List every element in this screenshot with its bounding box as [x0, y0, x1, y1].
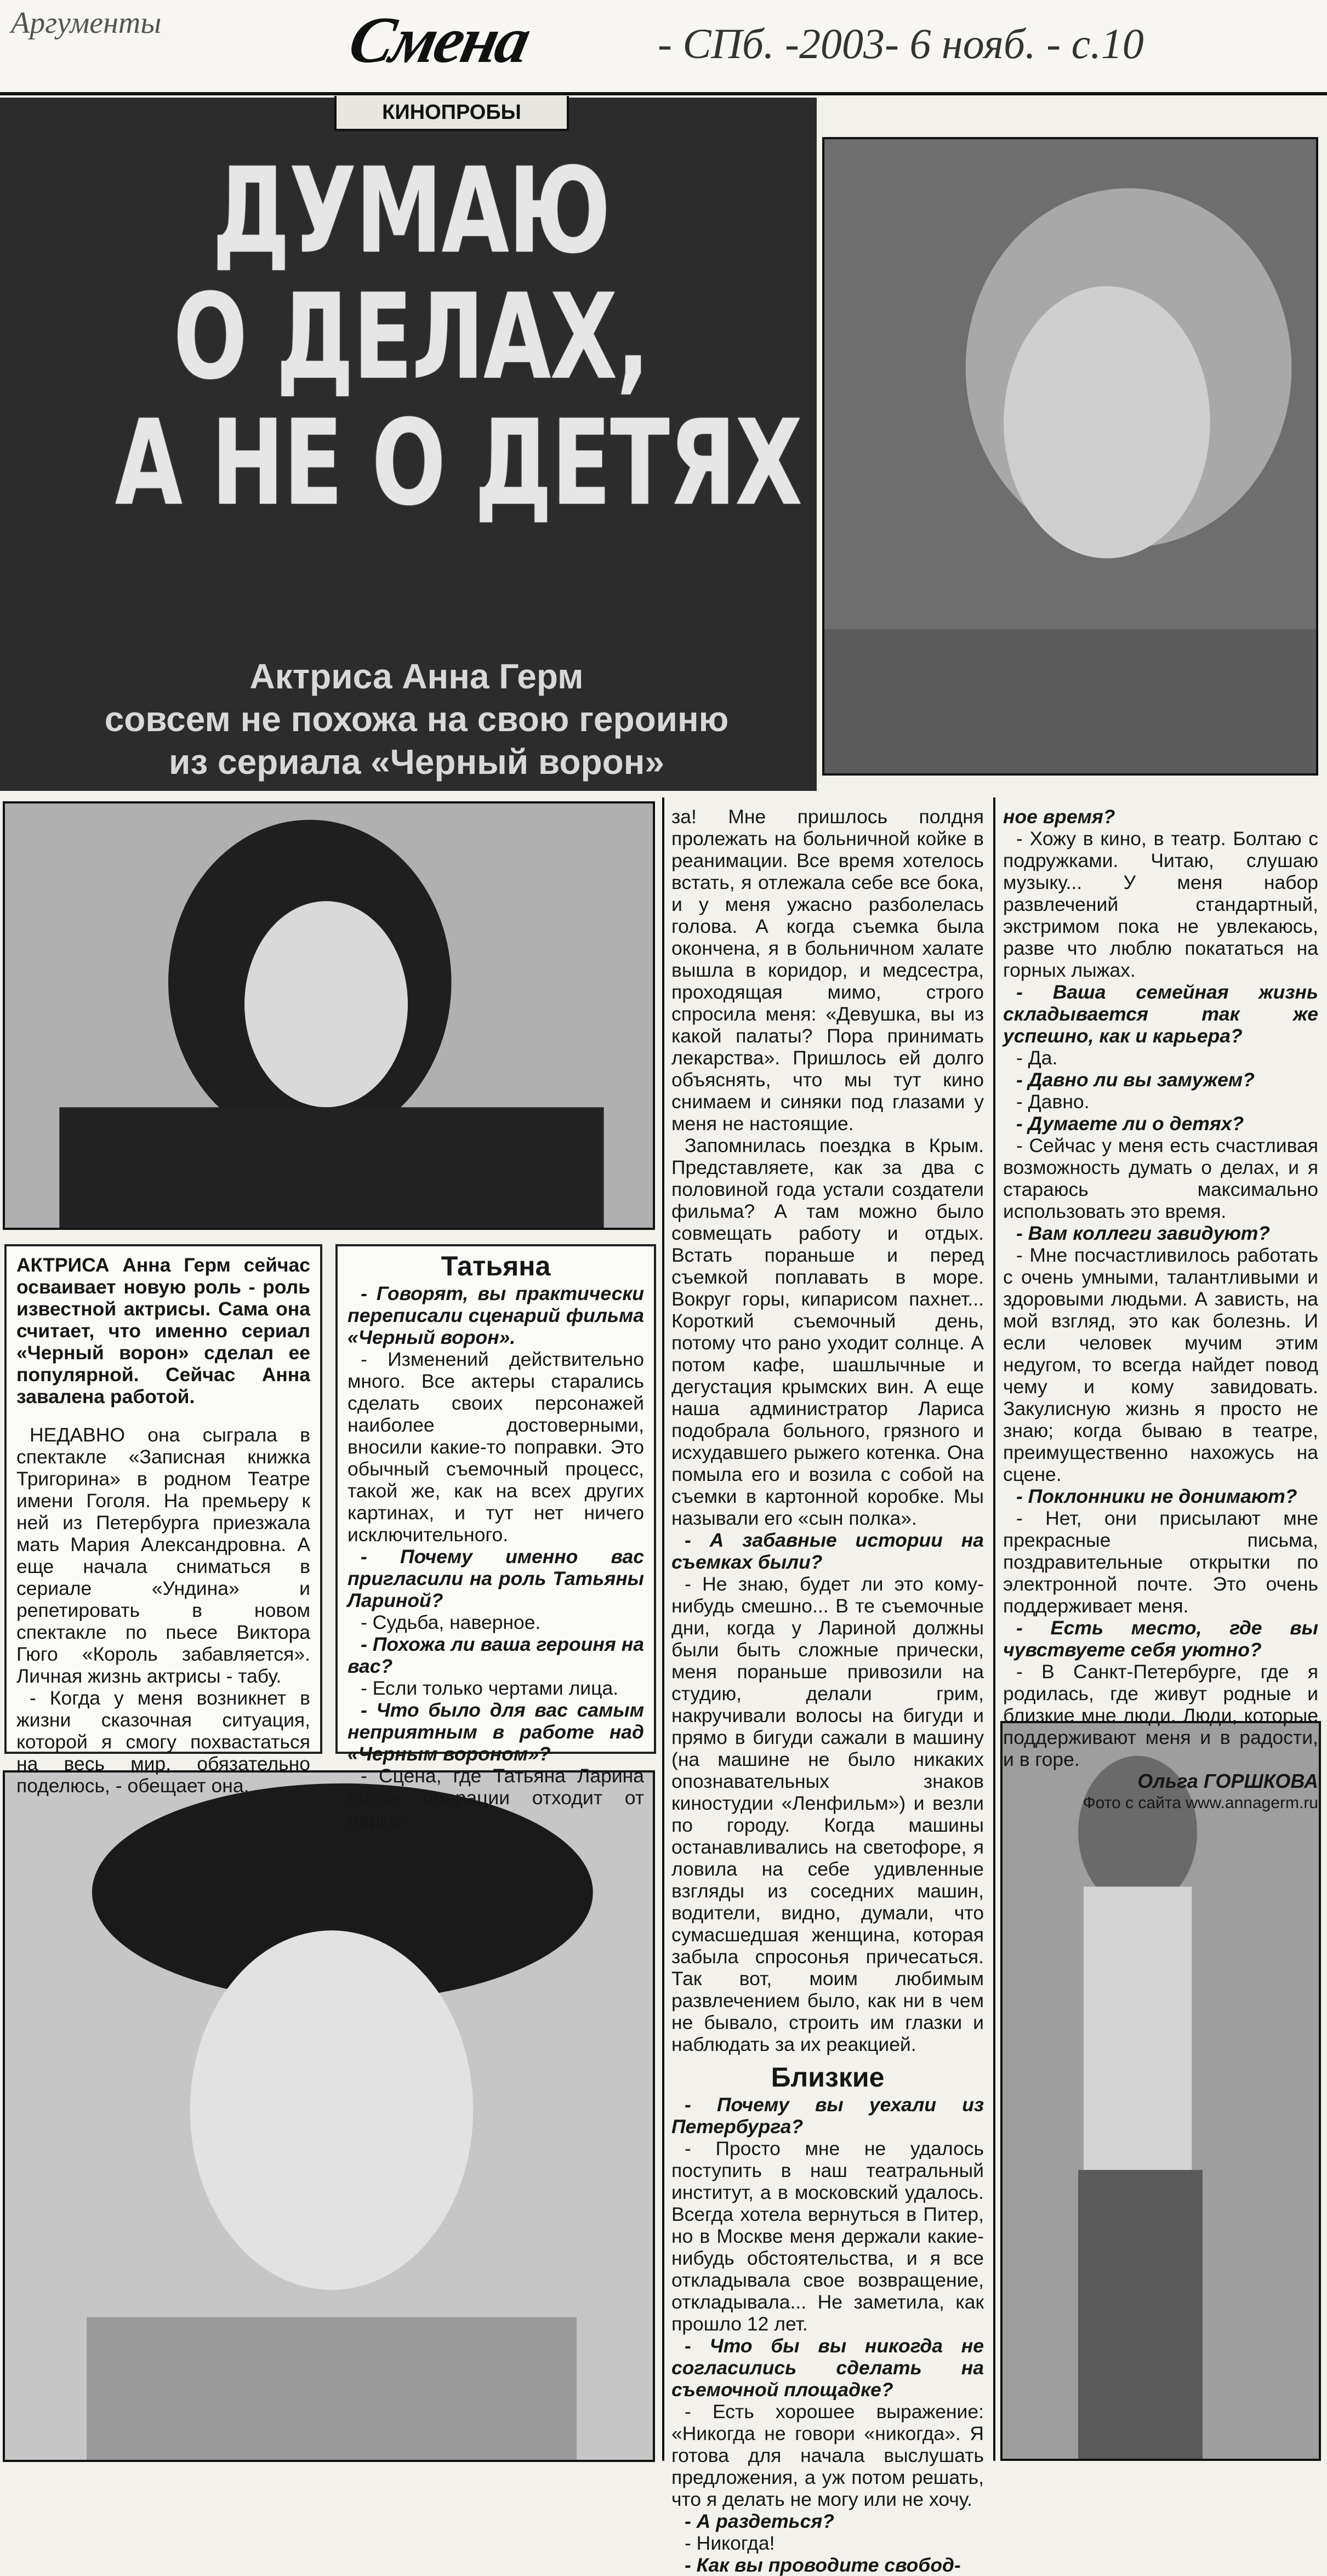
question: - Ваша семейная жизнь складывается так же успешно, как и карьера? — [1003, 981, 1318, 1047]
question: - Думаете ли о детях? — [1016, 1113, 1244, 1135]
paragraph: за! Мне пришлось полдня пролежать на больничной койке в реанимации. Все время хотелось встать, я отлежала себе все бока, и у меня ужасно разболелась голова. А когда съемка была окончена, я в больничном халате вышла в коридор, и медсестра, проходящая мимо, строго спросила меня: «Девушка, вы из какой палаты? Пора принимать лекарства». Пришлось ей долго объяснять, что мы тут кино снимаем и синяки под глазами у меня не настоящие. — [671, 806, 984, 1135]
paragraph: Запомнилась поездка в Крым. Представляете, как за два с половиной года устали создатели фильма? А там можно было совмещать работу и отдых. Встать пораньше и перед съемкой поплавать в море. Вокруг горы, кипарисом пахнет... Короткий съемочный день, потому что рано уходит солнце. А потом кафе, шашлычные и дегустация крымских вин. А еще наша администратор Лариса подобрала больного, грязного и исхудавшего рыжего котенка. Она помыла его и возила с собой на съемки в картонной коробке. Мы называли его «сын полка». — [671, 1135, 984, 1529]
answer: - Нет, они присылают мне прекрасные письма, поздравительные открытки по электронной почте. Это очень поддерживает меня. — [1003, 1507, 1318, 1617]
newspaper-logo: Смена — [343, 3, 536, 76]
question: - Поклонники не донимают? — [1016, 1485, 1297, 1507]
headline-line-3: А НЕ О ДЕТЯХ — [115, 394, 802, 532]
portrait-photo-bottom-right — [1000, 1721, 1321, 2461]
question: - Вам коллеги завидуют? — [1016, 1222, 1270, 1244]
answer: - В Санкт-Петербурге, где я родилась, где живут родные и близкие мне люди. Люди, которые поддерживают меня и в радости, и в горе. — [1003, 1661, 1318, 1770]
headline — [115, 142, 802, 532]
answer: - Просто мне не удалось поступить в наш театральный институт, а в московский удалось. Всегда хотела вернуться в Питер, но в Москве меня держали какие-нибудь обстоятельства, и я все откладывала свое возвращение, откладывала... Не заметила, как прошло 12 лет. — [671, 2138, 984, 2335]
answer: - Хожу в кино, в театр. Болтаю с подружками. Читаю, слушаю музыку... У меня набор развлечений стандартный, экстримом пока не увлекаюсь, разве что люблю покататься на горных лыжах. — [1003, 828, 1318, 981]
author-byline: Ольга ГОРШКОВА — [1137, 1770, 1318, 1792]
question: - А забавные истории на съемках были? — [671, 1529, 984, 1573]
answer: - Да. — [1016, 1047, 1058, 1069]
answer: - Сейчас у меня есть счастливая возможность думать о делах, и я стараюсь максимально использовать это время. — [1003, 1135, 1318, 1222]
answer: - Если только чертами лица. — [361, 1677, 619, 1699]
interview-column-3 — [671, 806, 984, 2576]
intro-lead: АКТРИСА Анна Герм сейчас осваивает новую роль - роль известной актрисы. Сама она считает, что именно сериал «Черный ворон» сделал ее популярной. Сейчас Анна завалена работой. — [16, 1254, 310, 1407]
section-title-close-ones: Близкие — [771, 2062, 885, 2093]
portrait-photo-top-right — [822, 137, 1318, 776]
answer: - Изменений действительно много. Все актеры старались сделать своих персонажей наиболее достоверными, вносили какие-то поправки. Это обычный съемочный процесс, такой же, как на всех других картинах, и тут нет ничего исключительного. — [348, 1348, 644, 1546]
lead-line-2: совсем не похожа на свою героиню — [104, 699, 729, 739]
column-rule — [993, 797, 995, 2461]
answer: - Мне посчастливилось работать с очень умными, талантливыми и здоровыми людьми. А зависть, на мой взгляд, это как болезнь. И если человек мучим этим недугом, то всегда найдет повод чему и кому завидовать. Закулисную жизнь я просто не знаю; когда бываю в театре, преимущественно нахожусь на сцене. — [1003, 1244, 1318, 1485]
intro-column — [4, 1244, 322, 1797]
question: - Что бы вы никогда не согласились сделать на съемочной площадке? — [671, 2335, 984, 2401]
intro-paragraph: - Когда у меня возникнет в жизни сказочная ситуация, которой я смогу похвастаться на весь мир, обязательно поделюсь, - обещает она. — [16, 1687, 310, 1797]
question: - Почему именно вас пригласили на роль Татьяны Лариной? — [348, 1546, 644, 1611]
lead-text — [33, 655, 800, 783]
rubric-label: КИНОПРОБЫ — [334, 96, 569, 131]
answer: - Никогда! — [685, 2532, 775, 2554]
lead-line-1: Актриса Анна Герм — [249, 657, 584, 696]
headline-line-1: ДУМАЮ — [212, 142, 610, 280]
column-rule — [662, 797, 664, 2461]
portrait-photo-bottom-left — [3, 1770, 655, 2462]
question: - Почему вы уехали из Петербурга? — [671, 2094, 984, 2138]
intro-paragraph: НЕДАВНО она сыграла в спектакле «Записная книжка Тригорина» в родном Театре имени Гоголя. На премьеру к ней из Петербурга приезжала мать Мария Александровна. А еще начала сниматься в сериале «Ундина» и репетировать в новом спектакле по пьесе Виктора Гюго «Король забавляется». Личная жизнь актрисы - табу. — [16, 1424, 310, 1687]
answer: - Давно. — [1016, 1091, 1090, 1113]
question: - Похожа ли ваша героиня на вас? — [348, 1633, 644, 1677]
masthead-rule — [0, 92, 1327, 95]
lead-line-3: из сериала «Черный ворон» — [169, 742, 664, 782]
question: - Как вы проводите свобод- — [685, 2554, 961, 2576]
answer: - Сцена, где Татьяна Ларина после операции отходит от нарко- — [348, 1765, 644, 1831]
question: - Говорят, вы практически переписали сценарий фильма «Черный ворон». — [348, 1283, 644, 1348]
answer: - Есть хорошее выражение: «Никогда не говори «никогда». Я готова для начала выслушать предложения, а уж потом решать, что я делать не могу или не хочу. — [671, 2401, 984, 2510]
tatiana-column — [335, 1244, 656, 1831]
question: - А раздеться? — [685, 2510, 834, 2532]
handwritten-note: - СПб. -2003- 6 нояб. - с.10 — [658, 20, 1144, 67]
portrait-photo-middle-left — [3, 801, 655, 1230]
question: ное время? — [1003, 806, 1115, 828]
answer: - Не знаю, будет ли это кому-нибудь смешно... В те съемочные дни, когда у Лариной должны были быть сложные прически, меня пораньше привозили на студию, делали грим, накручивали волосы на бигуди и прямо в бигуди сажали в машину (на машине не было никаких опознавательных знаков киностудии «Ленфильм») и везли по городу. Когда машины останавливались на светофоре, я ловила на себе удивленные взгляды из соседних машин, водители, видно, думали, что сумасшедшая женщина, которая забыла спросонья причесаться. Так вот, моим любимым развлечением было, как ни в чем не бывало, строить им глазки и наблюдать за их реакцией. — [671, 1573, 984, 2055]
question: - Что было для вас самым неприятным в работе над «Черным вороном»? — [348, 1699, 644, 1765]
photo-credit: Фото с сайта www.annagerm.ru — [1083, 1794, 1318, 1812]
interview-column-4 — [1003, 806, 1318, 1812]
scribble-note: Аргументы — [11, 6, 162, 40]
headline-line-2: О ДЕЛАХ, — [173, 268, 649, 406]
answer: - Судьба, наверное. — [361, 1611, 541, 1633]
question: - Давно ли вы замужем? — [1016, 1069, 1255, 1091]
question: - Есть место, где вы чувствуете себя уютно? — [1003, 1617, 1318, 1661]
section-title-tatiana: Татьяна — [441, 1251, 551, 1281]
